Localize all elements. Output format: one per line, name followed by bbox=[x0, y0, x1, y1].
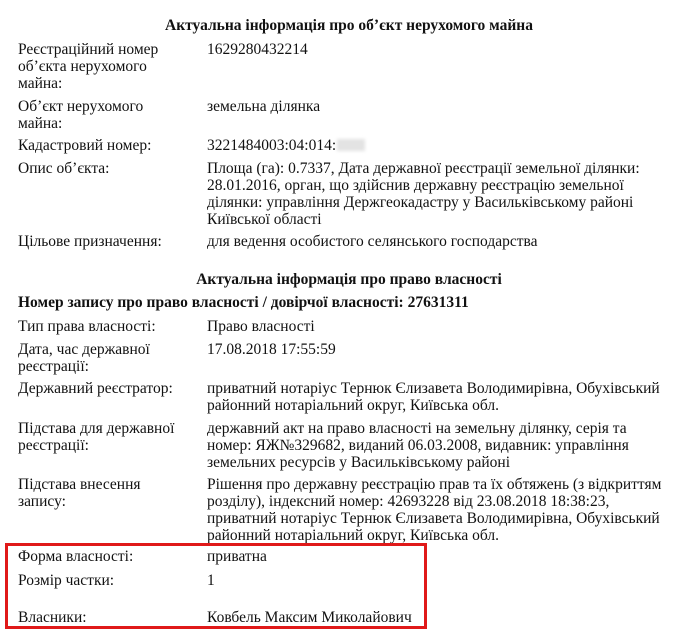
entry-basis-label: Підстава внесення запису: bbox=[18, 476, 141, 510]
basis-value: державний акт на право власності на земельну ділянку, серія та номер: ЯЖ№329682, виданий 06.03.2008, видавник: управління земельних ресурсів у Васильківському районі bbox=[207, 420, 629, 471]
highlight-frame bbox=[5, 543, 427, 629]
description-value: Площа (га): 0.7337, Дата державної реєстрації земельної ділянки: 28.01.2016, орган, що здійснив державну реєстрацію земельної ділянки: управління Держгеокадастру у Васильківському районі Київської області bbox=[207, 160, 640, 228]
share-size-label: Розмір частки: bbox=[18, 572, 115, 589]
owners-label: Власники: bbox=[18, 609, 87, 626]
registrar-value: приватний нотаріус Тернюк Єлизавета Володимирівна, Обухівський районний нотаріальний округ, Київська обл. bbox=[207, 380, 660, 414]
cadastral-value: 3221484003:04:014: bbox=[207, 137, 677, 154]
record-number-heading: Номер запису про право власності / довірчої власності: 27631311 bbox=[18, 294, 469, 311]
registrar-label: Державний реєстратор: bbox=[18, 380, 173, 397]
entry-basis-value: Рішення про державну реєстрацію прав та їх обтяжень (з відкриттям розділу), індексний номер: 42693228 від 23.08.2018 18:38:23, приватний нотаріус Тернюк Єлизавета Володимирівна, Обухівський районний нотаріальний округ, Київська обл. bbox=[207, 476, 662, 544]
right-type-label: Тип права власності: bbox=[18, 318, 156, 335]
purpose-value: для ведення особистого селянського господарства bbox=[207, 233, 538, 250]
cadastral-label: Кадастровий номер: bbox=[18, 137, 152, 154]
owners-value: Ковбель Максим Миколайович bbox=[207, 609, 412, 626]
description-label: Опис об’єкта: bbox=[18, 160, 110, 177]
property-section-title: Актуальна інформація про об’єкт нерухомого майна bbox=[165, 17, 533, 34]
basis-label: Підстава для державної реєстрації: bbox=[18, 420, 175, 454]
ownership-form-label: Форма власності: bbox=[18, 548, 134, 565]
registration-date-label: Дата, час державної реєстрації: bbox=[18, 341, 150, 375]
ownership-form-value: приватна bbox=[207, 548, 267, 565]
registration-date-value: 17.08.2018 17:55:59 bbox=[207, 341, 336, 358]
reg-number-label: Реєстраційний номер об’єкта нерухомого майна: bbox=[18, 41, 159, 92]
purpose-label: Цільове призначення: bbox=[18, 233, 162, 250]
right-type-value: Право власності bbox=[207, 318, 315, 335]
object-label: Об’єкт нерухомого майна: bbox=[18, 98, 144, 132]
object-value: земельна ділянка bbox=[207, 98, 321, 115]
ownership-section-title: Актуальна інформація про право власності bbox=[196, 271, 502, 288]
reg-number-value: 1629280432214 bbox=[207, 41, 308, 58]
share-size-value: 1 bbox=[207, 572, 215, 589]
redacted-blur bbox=[337, 139, 365, 151]
